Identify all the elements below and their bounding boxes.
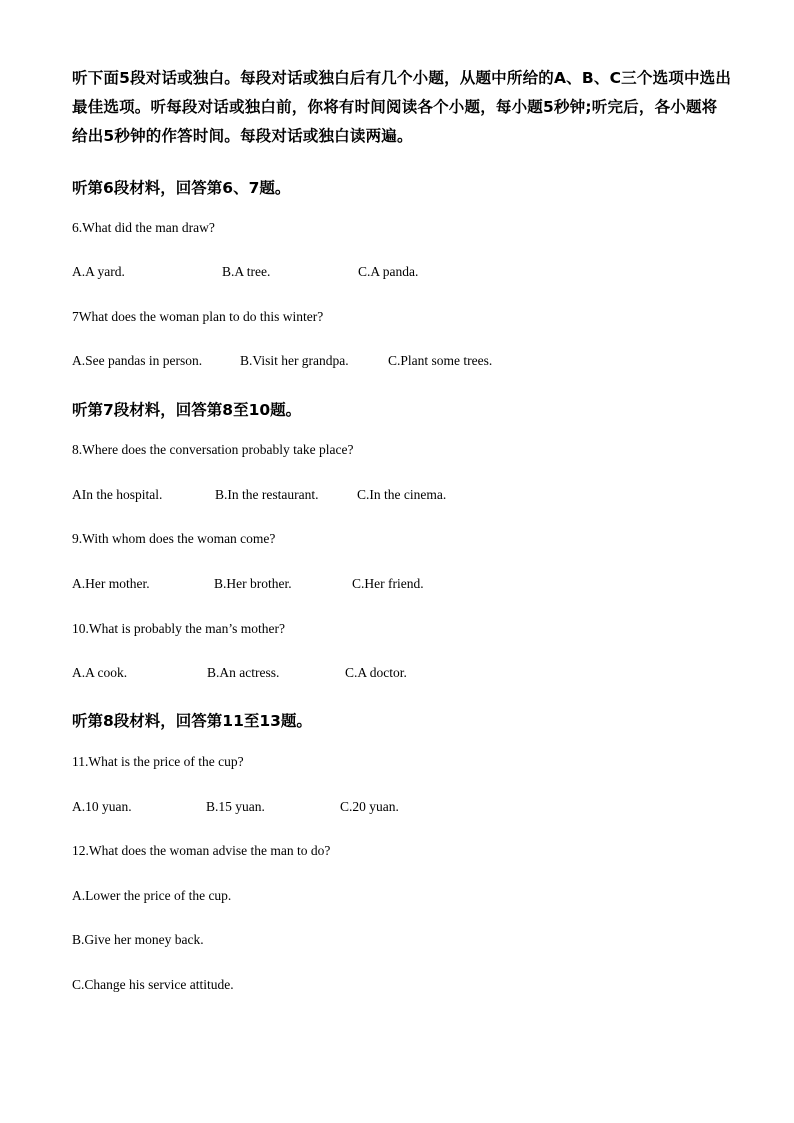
- section-heading-7: 听第7段材料，回答第8至10题。: [72, 401, 302, 419]
- question-12-option-b: B.Give her money back.: [72, 932, 204, 947]
- option-c: C.Her friend.: [352, 576, 424, 591]
- question-9-options: [72, 576, 732, 594]
- question-8-options: [72, 487, 732, 505]
- question-12: 12.What does the woman advise the man to do?: [72, 843, 331, 858]
- option-c: C.20 yuan.: [340, 799, 399, 814]
- option-c: C.Plant some trees.: [388, 353, 493, 368]
- option-b: B.Her brother.: [214, 576, 292, 591]
- option-c: C.In the cinema.: [357, 487, 447, 502]
- question-10-options: [72, 665, 732, 683]
- section-heading-8: 听第8段材料，回答第11至13题。: [72, 712, 312, 730]
- option-c: C.A doctor.: [345, 665, 407, 680]
- option-a: A.10 yuan.: [72, 799, 132, 814]
- option-b: B.Visit her grandpa.: [240, 353, 349, 368]
- option-a: A.A cook.: [72, 665, 128, 680]
- option-a: A.Her mother.: [72, 576, 150, 591]
- question-6-options: [72, 264, 732, 282]
- option-c: C.A panda.: [358, 264, 419, 279]
- option-a: AIn the hospital.: [72, 487, 163, 502]
- question-12-option-a: A.Lower the price of the cup.: [72, 888, 232, 903]
- option-b: B.A tree.: [222, 264, 271, 279]
- option-b: B.An actress.: [207, 665, 280, 680]
- option-a: A.A yard.: [72, 264, 125, 279]
- question-12-option-c: C.Change his service attitude.: [72, 977, 234, 992]
- question-7: 7What does the woman plan to do this winter?: [72, 309, 324, 324]
- question-6: 6.What did the man draw?: [72, 220, 215, 235]
- question-7-options: [72, 353, 732, 371]
- question-9: 9.With whom does the woman come?: [72, 531, 276, 546]
- question-11: 11.What is the price of the cup?: [72, 754, 244, 769]
- question-10: 10.What is probably the man’s mother?: [72, 621, 285, 636]
- option-b: B.15 yuan.: [206, 799, 265, 814]
- section-heading-6: 听第6段材料，回答第6、7题。: [72, 179, 291, 197]
- question-11-options: [72, 799, 732, 817]
- option-a: A.See pandas in person.: [72, 353, 203, 368]
- question-8: 8.Where does the conversation probably take place?: [72, 442, 354, 457]
- option-b: B.In the restaurant.: [215, 487, 319, 502]
- instructions-paragraph: 听下面5段对话或独白。每段对话或独白后有几个小题，从题中所给的A、B、C三个选项中选出最佳选项。听每段对话或独白前，你将有时间阅读各个小题，每小题5秒钟;听完后，各小题将给出5秒钟的作答时间。每段对话或独白读两遍。: [72, 69, 732, 145]
